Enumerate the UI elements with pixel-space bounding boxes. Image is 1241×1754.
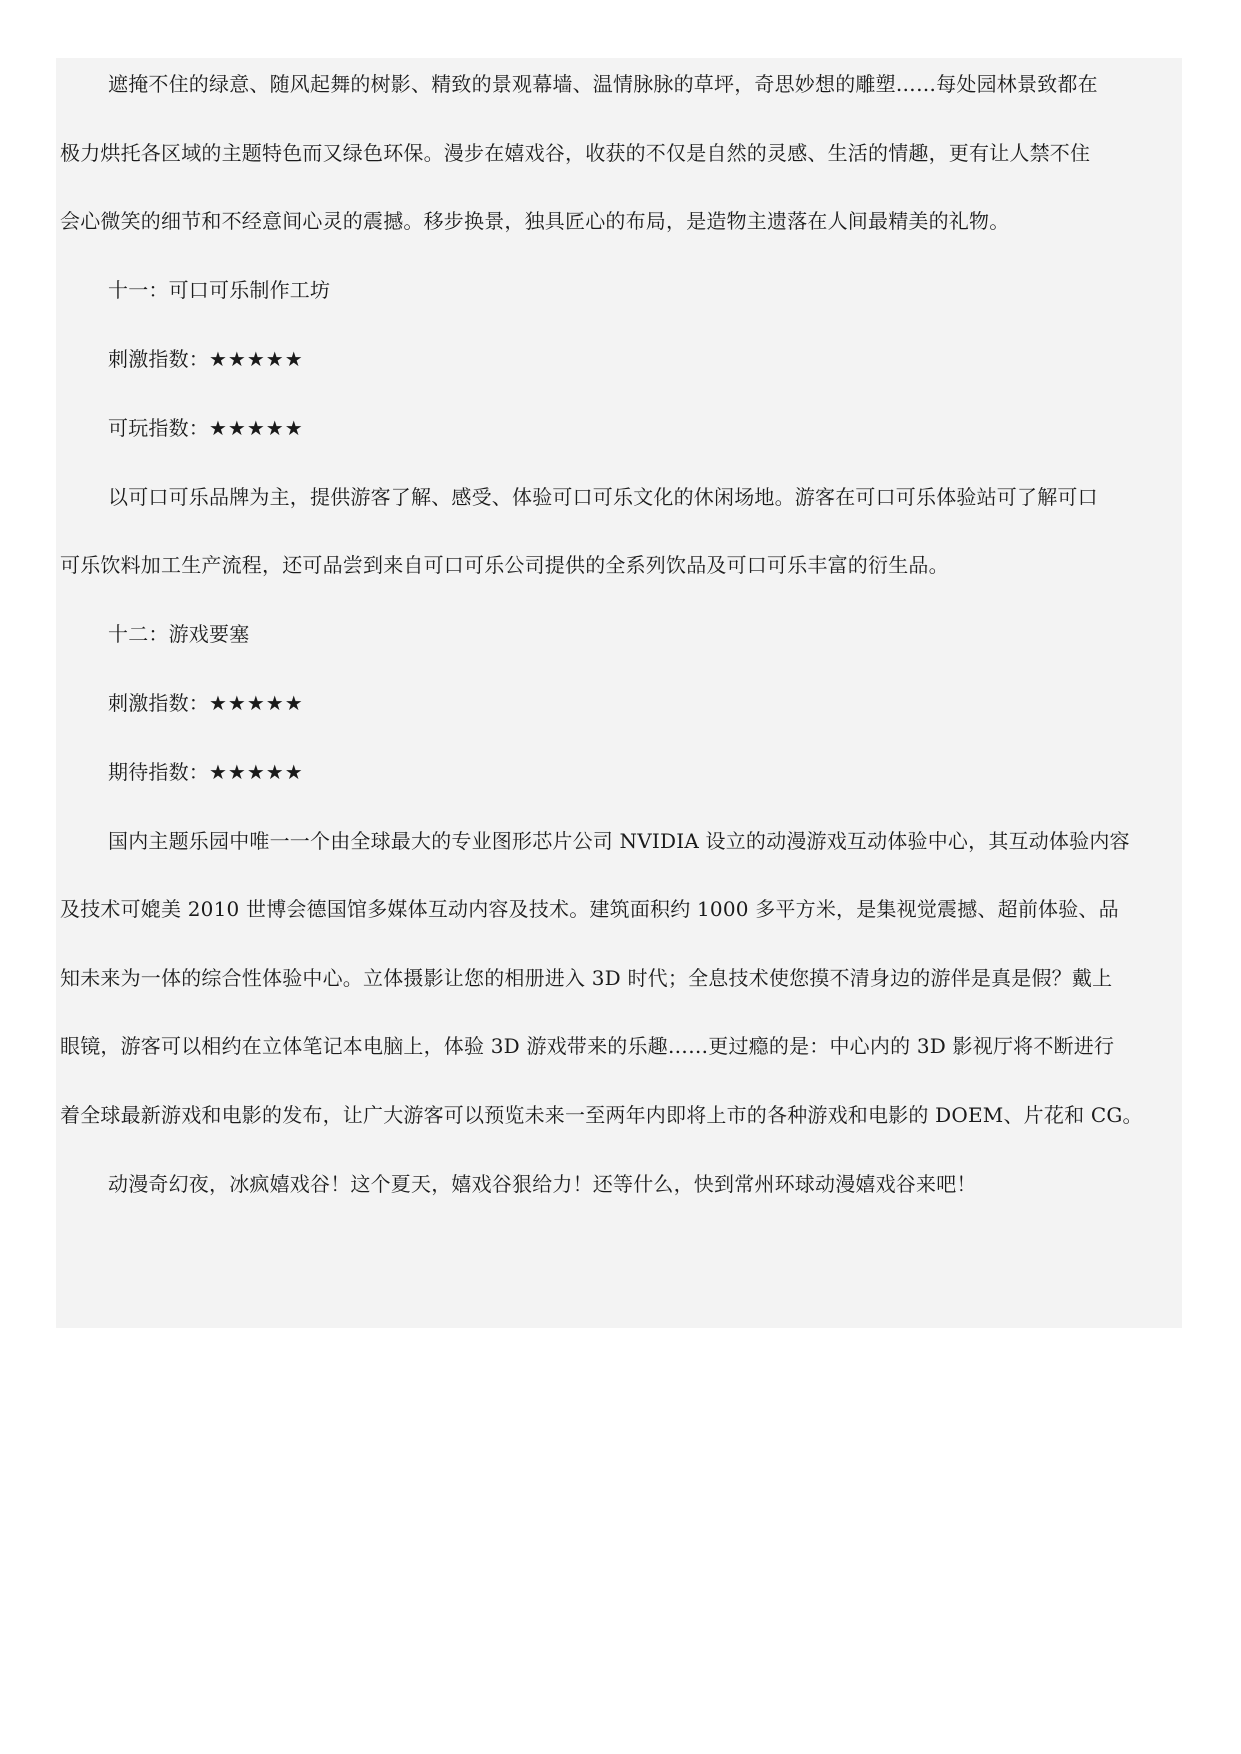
paragraph-line: 会心微笑的细节和不经意间心灵的震撼。移步换景，独具匠心的布局，是造物主遗落在人间最精美的礼物。	[60, 209, 1010, 233]
star-rating: ★★★★★	[209, 760, 304, 784]
paragraph-line: 以可口可乐品牌为主，提供游客了解、感受、体验可口可乐文化的休闲场地。游客在可口可乐体验站可了解可口	[108, 485, 1098, 509]
rating-row	[108, 760, 304, 784]
rating-row	[108, 347, 304, 371]
paragraph-line: 遮掩不住的绿意、随风起舞的树影、精致的景观幕墙、温情脉脉的草坪，奇思妙想的雕塑……每处园林景致都在	[108, 72, 1098, 96]
star-rating: ★★★★★	[209, 691, 304, 715]
section-title: 十一：可口可乐制作工坊	[108, 278, 331, 302]
document-content	[56, 58, 1182, 1328]
rating-row	[108, 416, 304, 440]
rating-label: 刺激指数：	[108, 691, 209, 715]
star-rating: ★★★★★	[209, 416, 304, 440]
paragraph-line: 知未来为一体的综合性体验中心。立体摄影让您的相册进入 3D 时代；全息技术使您摸不清身边的游伴是真是假？戴上	[60, 966, 1113, 990]
rating-label: 期待指数：	[108, 760, 209, 784]
paragraph-line: 着全球最新游戏和电影的发布，让广大游客可以预览未来一至两年内即将上市的各种游戏和电影的 DOEM、片花和 CG。	[60, 1103, 1143, 1127]
star-rating: ★★★★★	[209, 347, 304, 371]
paragraph-line: 可乐饮料加工生产流程，还可品尝到来自可口可乐公司提供的全系列饮品及可口可乐丰富的衍生品。	[60, 553, 949, 577]
rating-label: 刺激指数：	[108, 347, 209, 371]
section-title: 十二：游戏要塞	[108, 622, 250, 646]
paragraph-line: 极力烘托各区域的主题特色而又绿色环保。漫步在嬉戏谷，收获的不仅是自然的灵感、生活的情趣，更有让人禁不住	[60, 141, 1091, 165]
rating-row	[108, 691, 304, 715]
rating-label: 可玩指数：	[108, 416, 209, 440]
closing-line: 动漫奇幻夜，冰疯嬉戏谷！这个夏天，嬉戏谷狠给力！还等什么，快到常州环球动漫嬉戏谷来吧！	[108, 1172, 977, 1196]
paragraph-line: 及技术可媲美 2010 世博会德国馆多媒体互动内容及技术。建筑面积约 1000 多平方米，是集视觉震撼、超前体验、品	[60, 897, 1119, 921]
paragraph-line: 眼镜，游客可以相约在立体笔记本电脑上，体验 3D 游戏带来的乐趣……更过瘾的是：中心内的 3D 影视厅将不断进行	[60, 1034, 1115, 1058]
paragraph-line: 国内主题乐园中唯一一个由全球最大的专业图形芯片公司 NVIDIA 设立的动漫游戏互动体验中心，其互动体验内容	[108, 829, 1130, 853]
